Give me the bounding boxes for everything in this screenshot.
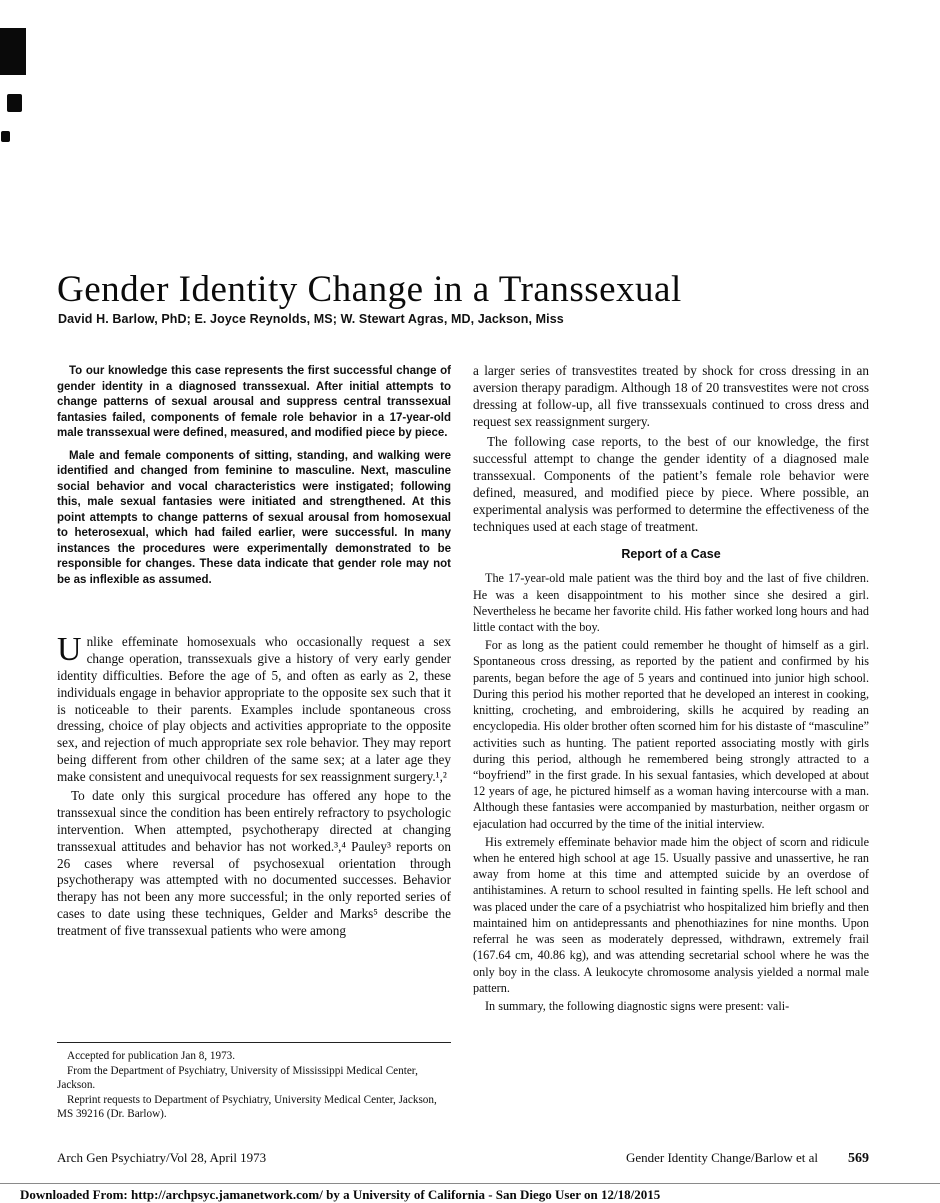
case-paragraph: In summary, the following diagnostic signs were present: vali- [485, 999, 790, 1013]
body-paragraph: a larger series of transvestites treated by shock for cross dressing in an aversion therapy paradigm. Although 18 of 20 transvestites were not cross dressing at follow-up, all five transsexuals continued to cross dress and request sex reassignment surgery. [473, 363, 869, 430]
section-heading-report-of-a-case: Report of a Case [621, 547, 721, 562]
abstract-block [57, 364, 451, 595]
download-provenance-bar [0, 1183, 940, 1203]
download-provenance-text: Downloaded From: http://archpsyc.jamanetwork.com/ by a University of California - San Diego User on 12/18/2015 [20, 1187, 661, 1202]
intro-paragraph-text: nlike effeminate homosexuals who occasionally request a sex change operation, transsexuals give a history of very early gender identity difficulties. Before the age of 5, and often as early as 2, these individuals engage in behavior appropriate to the opposite sex such that it is noticeable to their parents. Examples include spontaneous cross dressing, choice of play objects and activities appropriate to the opposite sex, and rejection of much appropriate sex role behavior. They may report being different from other children of the same sex; at a later age they make consistent and unequivocal requests for sex reassignment surgery.¹,² [57, 634, 451, 785]
footnote-line: Reprint requests to Department of Psychiatry, University Medical Center, Jackson, MS 39216 (Dr. Barlow). [57, 1093, 437, 1121]
case-report-block [473, 570, 869, 1014]
footer-journal-citation: Arch Gen Psychiatry/Vol 28, April 1973 [57, 1150, 267, 1165]
footnote-line: From the Department of Psychiatry, University of Mississippi Medical Center, Jackson. [57, 1064, 418, 1092]
abstract-paragraph: To our knowledge this case represents the first successful change of gender identity in a diagnosed transsexual. After initial attempts to change patterns of sexual arousal and suppress central transsexual fantasies failed, components of female role behavior in a 17-year-old male transsexual were defined, measured, and modified piece by piece. [57, 365, 451, 440]
scan-artifact-mark [0, 28, 26, 75]
case-paragraph: The 17-year-old male patient was the third boy and the last of five children. He was a keen disappointment to his mother since she desired a girl. Nevertheless he became her favorite child. His father worked long hours and had little contact with the boy. [473, 571, 869, 634]
authors-line: David H. Barlow, PhD; E. Joyce Reynolds, MS; W. Stewart Agras, MD, Jackson, Miss [58, 312, 564, 326]
article-title: Gender Identity Change in a Transsexual [57, 268, 682, 310]
footer-right-group [626, 1150, 869, 1167]
body-paragraph: The following case reports, to the best of our knowledge, the first successful attempt to change the gender identity of a diagnosed male transsexual. Components of the patient’s female role behavior were defined, measured, and modified piece by piece. Where possible, an experimental analysis was performed to determine the effectiveness of the techniques used at each stage of treatment. [473, 434, 869, 535]
case-paragraph: His extremely effeminate behavior made him the object of scorn and ridicule when he entered high school at age 15. Usually passive and unassertive, he ran away from home at this time and attempted suicide by an overdose of antihistamines. A return to school resulted in fainting spells. He left school and was placed under the care of a psychiatrist who hospitalized him briefly and then maintained him on antidepressants and phenothiazines for nine months. Upon referral he was seen as moderately depressed, withdrawn, extremely frail (167.64 cm, 40.86 kg), and was attending secretarial school where he was the only boy in the class. A leukocyte chromosome analysis yielded a normal male pattern. [473, 834, 869, 995]
footer-running-title: Gender Identity Change/Barlow et al [625, 1150, 818, 1165]
page-footer [57, 1150, 869, 1167]
drop-cap: U [57, 631, 82, 668]
introduction-block [57, 631, 451, 942]
intro-paragraph [57, 631, 451, 786]
scan-artifact-mark [1, 131, 10, 142]
footer-page-number: 569 [848, 1151, 869, 1166]
intro-paragraph: To date only this surgical procedure has offered any hope to the transsexual since the condition has been entirely refractory to psychologic intervention. When attempted, psychotherapy directed at changing transsexual attitudes and behavior has not worked.³,⁴ Pauley³ reports on 26 cases where reversal of psychosexual orientation through psychotherapy was attempted with no documented successes. Behavior therapy has not been any more successful; in the only reported series of cases to date using these techniques, Gelder and Marks⁵ describe the treatment of five transsexual patients who were among [57, 788, 451, 939]
case-paragraph: For as long as the patient could remember he thought of himself as a girl. Spontaneous cross dressing, as reported by the patient and confirmed by his parents, began before the age of 5 years and continued into junior high school. During this period his mother reported that he developed an interest in cooking, knitting, crocheting, and embroidering, skills he acquired by reading an encyclopedia. His older brother often scorned him for his distaste of “masculine” activities such as hunting. The patient reported associating mostly with girls during this period, although he remembered being strongly attracted to a “boyfriend” in the first grade. In his sexual fantasies, which developed at about 12 years of age, he pictured himself as a woman having intercourse with a man. Although these fantasies were accompanied by masturbation, neither orgasm or ejaculation had occurred by the time of the initial interview. [473, 638, 869, 831]
abstract-paragraph: Male and female components of sitting, standing, and walking were identified and changed from feminine to masculine. Next, masculine social behavior and vocal characteristics were instigated; following this, male sexual fantasies were initiated and strengthened. At this point attempts to change patterns of sexual arousal from homosexual to heterosexual, which had failed earlier, were successful. In many instances the procedures were experimentally demonstrated to be responsible for changes. These data indicate that gender role may not be as inflexible as assumed. [57, 449, 451, 586]
footnote-block [57, 1042, 451, 1122]
footnote-line: Accepted for publication Jan 8, 1973. [67, 1050, 236, 1062]
right-column [473, 362, 869, 1016]
scan-artifact-mark [7, 94, 22, 112]
